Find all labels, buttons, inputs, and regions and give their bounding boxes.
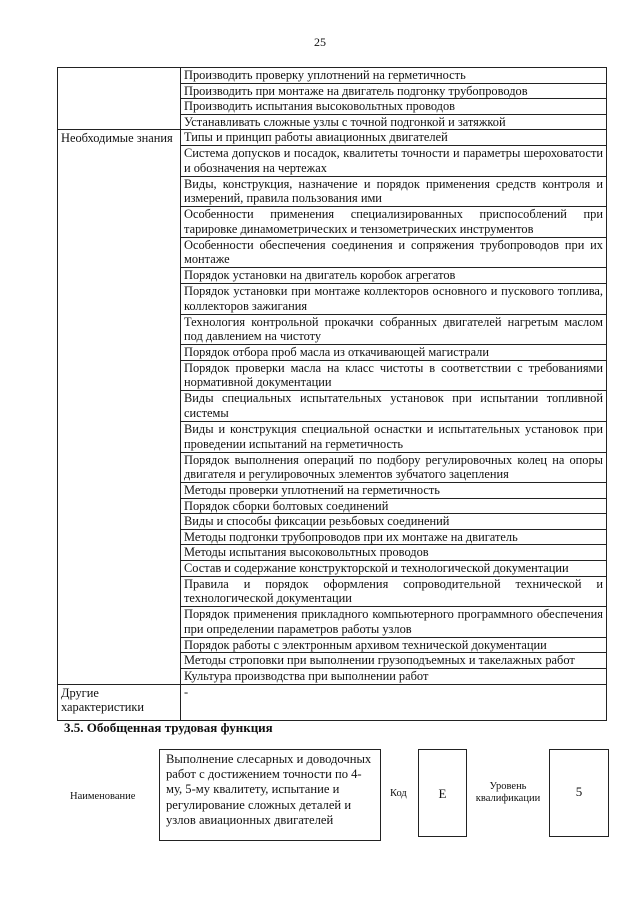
table-cell: Порядок установки на двигатель коробок агрегатов <box>181 268 607 284</box>
table-cell: Порядок проверки масла на класс чистоты в соответствии с требованиями нормативной документации <box>181 360 607 391</box>
table-cell: Порядок отбора проб масла из откачивающей магистрали <box>181 345 607 361</box>
code-value-box: E <box>418 749 467 837</box>
table-cell: Методы испытания высоковольтных проводов <box>181 545 607 561</box>
table-row <box>58 68 607 84</box>
table-row <box>58 130 607 146</box>
table-cell: Особенности обеспечения соединения и сопряжения трубопроводов при их монтаже <box>181 237 607 268</box>
name-label: Наименование <box>70 791 136 802</box>
row-group-label <box>58 68 181 130</box>
page-number: 25 <box>314 35 326 49</box>
table-cell: Виды и способы фиксации резьбовых соединений <box>181 514 607 530</box>
table-cell: Производить проверку уплотнений на герметичность <box>181 68 607 84</box>
table-cell: Порядок работы с электронным архивом технической документации <box>181 637 607 653</box>
table-cell: Порядок выполнения операций по подбору регулировочных колец на опоры двигателя и регулировочных элементов зубчатого зацепления <box>181 452 607 483</box>
table-cell: Культура производства при выполнении работ <box>181 669 607 685</box>
table-row <box>58 684 607 720</box>
table-cell: Методы проверки уплотнений на герметичность <box>181 483 607 499</box>
row-group-label: Необходимые знания <box>58 130 181 684</box>
table-cell: Порядок сборки болтовых соединений <box>181 498 607 514</box>
table-cell: Порядок установки при монтаже коллекторов основного и пускового топлива, коллекторов зажигания <box>181 283 607 314</box>
table-cell: Производить испытания высоковольтных проводов <box>181 99 607 115</box>
requirements-table-body <box>58 68 607 721</box>
table-cell: Виды специальных испытательных установок при испытании топливной системы <box>181 391 607 422</box>
table-cell: Виды и конструкция специальной оснастки и испытательных установок при проведении испытаний на герметичность <box>181 421 607 452</box>
table-cell: Порядок применения прикладного компьютерного программного обеспечения при определении параметров работы узлов <box>181 607 607 638</box>
function-name-box: Выполнение слесарных и доводочных работ с достижением точности по 4-му, 5-му квалитету, испытание и регулирование сложных деталей и узлов авиационных двигателей <box>159 749 381 841</box>
table-cell: Методы подгонки трубопроводов при их монтаже на двигатель <box>181 529 607 545</box>
table-cell: Устанавливать сложные узлы с точной подгонкой и затяжкой <box>181 114 607 130</box>
qualification-level-label: Уровень квалификации <box>475 781 541 804</box>
table-cell: Типы и принцип работы авиационных двигателей <box>181 130 607 146</box>
row-group-label: Другие характеристики <box>58 684 181 720</box>
code-label: Код <box>390 788 407 799</box>
table-cell: Правила и порядок оформления сопроводительной технической и технологической документации <box>181 576 607 607</box>
table-cell: Особенности применения специализированных приспособлений при тарировке динамометрических и тензометрических инструментов <box>181 207 607 238</box>
table-cell: Виды, конструкция, назначение и порядок применения средств контроля и измерений, правила пользования ими <box>181 176 607 207</box>
table-cell: Методы строповки при выполнении грузоподъемных и такелажных работ <box>181 653 607 669</box>
qualification-level-box: 5 <box>549 749 609 837</box>
table-cell: - <box>181 684 607 720</box>
table-cell: Система допусков и посадок, квалитеты точности и параметры шероховатости и обозначения на чертежах <box>181 145 607 176</box>
table-cell: Состав и содержание конструкторской и технологической документации <box>181 561 607 577</box>
requirements-table <box>57 67 607 721</box>
section-heading: 3.5. Обобщенная трудовая функция <box>64 720 273 735</box>
table-cell: Технология контрольной прокачки собранных двигателей нагретым маслом под давлением на чистоту <box>181 314 607 345</box>
table-cell: Производить при монтаже на двигатель подгонку трубопроводов <box>181 83 607 99</box>
